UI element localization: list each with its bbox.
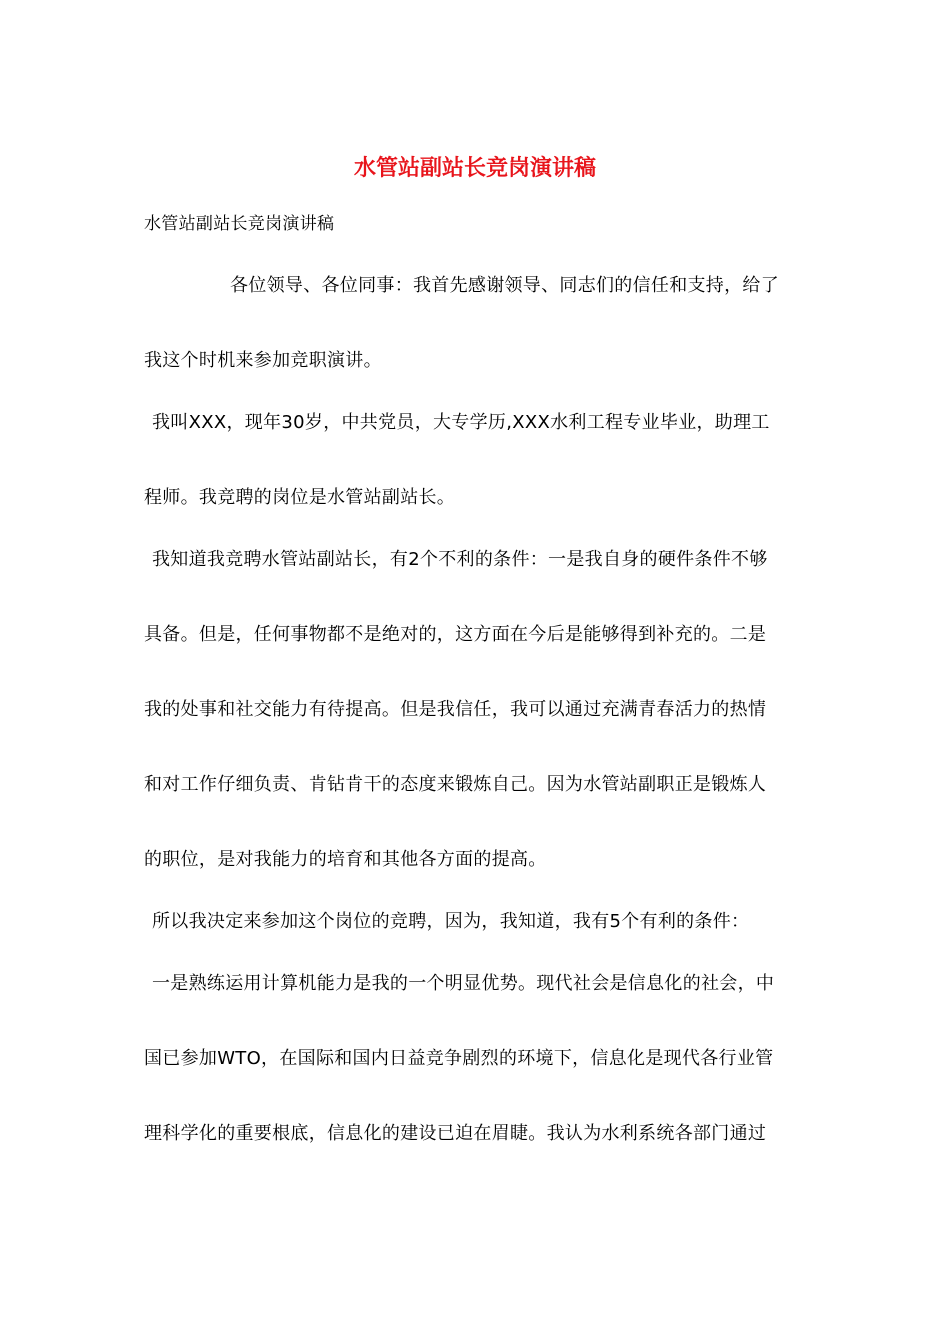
paragraph-line: 和对工作仔细负责、肯钻肯干的态度来锻炼自己。因为水管站副职正是锻炼人 — [144, 774, 767, 795]
document-subtitle: 水管站副站长竞岗演讲稿 — [144, 214, 335, 234]
paragraph-line: 理科学化的重要根底，信息化的建设已迫在眉睫。我认为水利系统各部门通过 — [144, 1123, 767, 1144]
paragraph-line: 各位领导、各位同事：我首先感谢领导、同志们的信任和支持，给了 — [230, 275, 779, 296]
paragraph-line: 我的处事和社交能力有待提高。但是我信任，我可以通过充满青春活力的热情 — [144, 699, 767, 720]
paragraph-line: 我这个时机来参加竞职演讲。 — [144, 350, 382, 371]
paragraph-line: 具备。但是，任何事物都不是绝对的，这方面在今后是能够得到补充的。二是 — [144, 624, 767, 645]
paragraph-line: 我叫XXX，现年30岁，中共党员，大专学历,XXX水利工程专业毕业，助理工 — [152, 412, 770, 433]
paragraph-line: 国已参加WTO，在国际和国内日益竞争剧烈的环境下，信息化是现代各行业管 — [144, 1048, 774, 1069]
paragraph-line: 的职位，是对我能力的培育和其他各方面的提高。 — [144, 849, 547, 870]
paragraph-line: 一是熟练运用计算机能力是我的一个明显优势。现代社会是信息化的社会，中 — [152, 973, 775, 994]
paragraph-line: 程师。我竞聘的岗位是水管站副站长。 — [144, 487, 456, 508]
paragraph-line: 我知道我竞聘水管站副站长，有2个不利的条件：一是我自身的硬件条件不够 — [152, 549, 768, 570]
paragraph-line: 所以我决定来参加这个岗位的竞聘，因为，我知道，我有5个有利的条件： — [152, 911, 750, 932]
document-title: 水管站副站长竞岗演讲稿 — [353, 155, 596, 181]
